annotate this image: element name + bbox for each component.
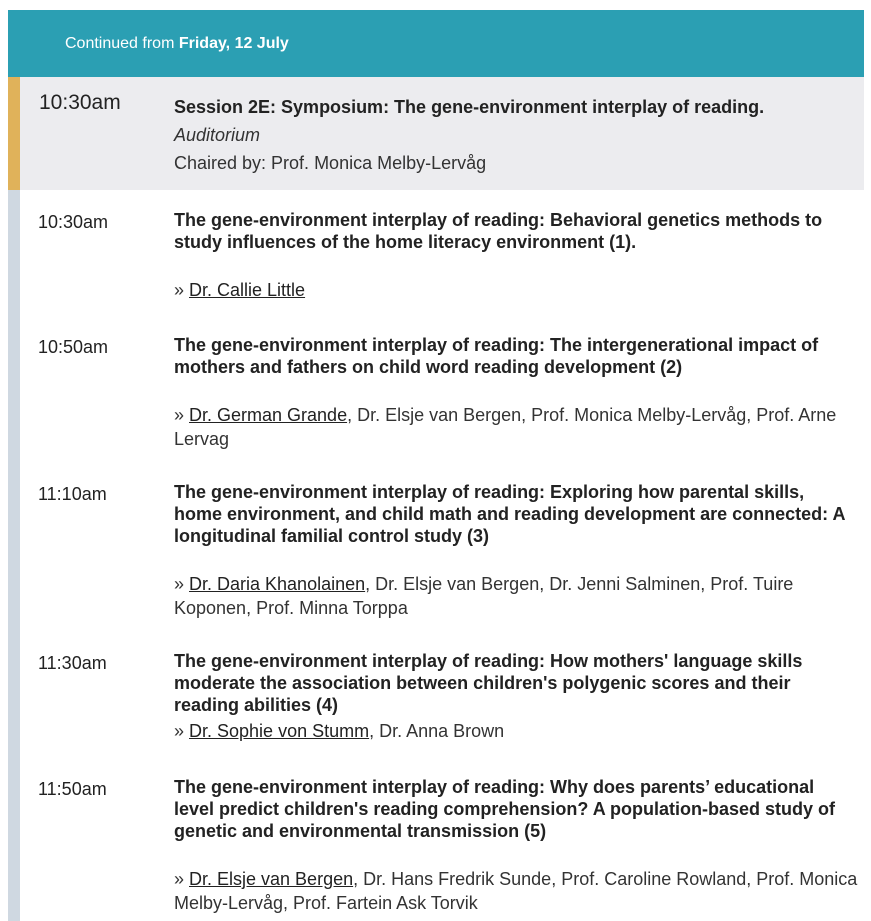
talk-title: The gene-environment interplay of reading: Behavioral genetics methods to study influences of the home literacy environment (1). bbox=[174, 210, 823, 252]
banner-prefix: Continued from bbox=[65, 35, 175, 52]
coauthors: , Dr. Elsje van Bergen, Dr. Jenni Salminen, Prof. Tuire Koponen, Prof. Minna Torppa bbox=[174, 574, 794, 618]
talk-item bbox=[20, 650, 864, 750]
talk-item bbox=[20, 776, 864, 921]
session-time: 10:30am bbox=[39, 91, 121, 114]
talk-authors: » Dr. Elsje van Bergen, Dr. Hans Fredrik Sunde, Prof. Caroline Rowland, Prof. Monica Melby-Lervåg, Prof. Fartein Ask Torvik bbox=[174, 869, 858, 913]
talk-time: 10:50am bbox=[38, 337, 109, 357]
talk-time: 11:50am bbox=[38, 779, 107, 799]
session-header bbox=[8, 77, 864, 190]
presenter-link[interactable]: Dr. Sophie von Stumm bbox=[189, 721, 370, 741]
coauthors: , Dr. Anna Brown bbox=[369, 721, 505, 741]
session-rail bbox=[8, 190, 20, 921]
talk-authors: » Dr. Sophie von Stumm, Dr. Anna Brown bbox=[174, 721, 505, 741]
banner-date: Friday, 12 July bbox=[178, 35, 289, 52]
talk-time: 10:30am bbox=[38, 212, 109, 232]
continued-banner bbox=[8, 10, 864, 77]
coauthors: , Dr. Hans Fredrik Sunde, Prof. Caroline Rowland, Prof. Monica Melby-Lervåg, Prof. Fartein Ask Torvik bbox=[174, 869, 858, 913]
talk-authors: » Dr. German Grande, Dr. Elsje van Bergen, Prof. Monica Melby-Lervåg, Prof. Arne Lervag bbox=[174, 405, 837, 449]
session-chair: Chaired by: Prof. Monica Melby-Lervåg bbox=[174, 153, 487, 173]
talk-title: The gene-environment interplay of reading: How mothers' language skills moderate the association between children's polygenic scores and their reading abilities (4) bbox=[174, 651, 803, 715]
talk-item bbox=[20, 481, 864, 621]
talk-title: The gene-environment interplay of reading: The intergenerational impact of mothers and fathers on child word reading development (2) bbox=[174, 335, 819, 377]
session-room: Auditorium bbox=[174, 125, 261, 145]
talk-title: The gene-environment interplay of reading: Why does parents’ educational level predict children's reading comprehension? A population-based study of genetic and environmental transmission (5) bbox=[174, 777, 836, 841]
presenter-link[interactable]: Dr. Daria Khanolainen bbox=[189, 574, 366, 594]
session-title: Session 2E: Symposium: The gene-environment interplay of reading. bbox=[174, 97, 765, 117]
talk-title: The gene-environment interplay of reading: Exploring how parental skills, home environment, and child math and reading development are connected: A longitudinal familial control study (3) bbox=[174, 482, 845, 546]
presenter-link[interactable]: Dr. Elsje van Bergen bbox=[189, 869, 354, 889]
talk-authors: » Dr. Daria Khanolainen, Dr. Elsje van Bergen, Dr. Jenni Salminen, Prof. Tuire Koponen, Prof. Minna Torppa bbox=[174, 574, 794, 618]
talk-authors: » Dr. Callie Little bbox=[174, 280, 306, 300]
talk-item bbox=[20, 334, 864, 454]
presenter-link[interactable]: Dr. German Grande bbox=[189, 405, 348, 425]
talk-item bbox=[20, 209, 864, 309]
talk-time: 11:30am bbox=[38, 653, 107, 673]
presenter-link[interactable]: Dr. Callie Little bbox=[189, 280, 306, 300]
talk-time: 11:10am bbox=[38, 484, 107, 504]
coauthors: , Dr. Elsje van Bergen, Prof. Monica Melby-Lervåg, Prof. Arne Lervag bbox=[174, 405, 837, 449]
